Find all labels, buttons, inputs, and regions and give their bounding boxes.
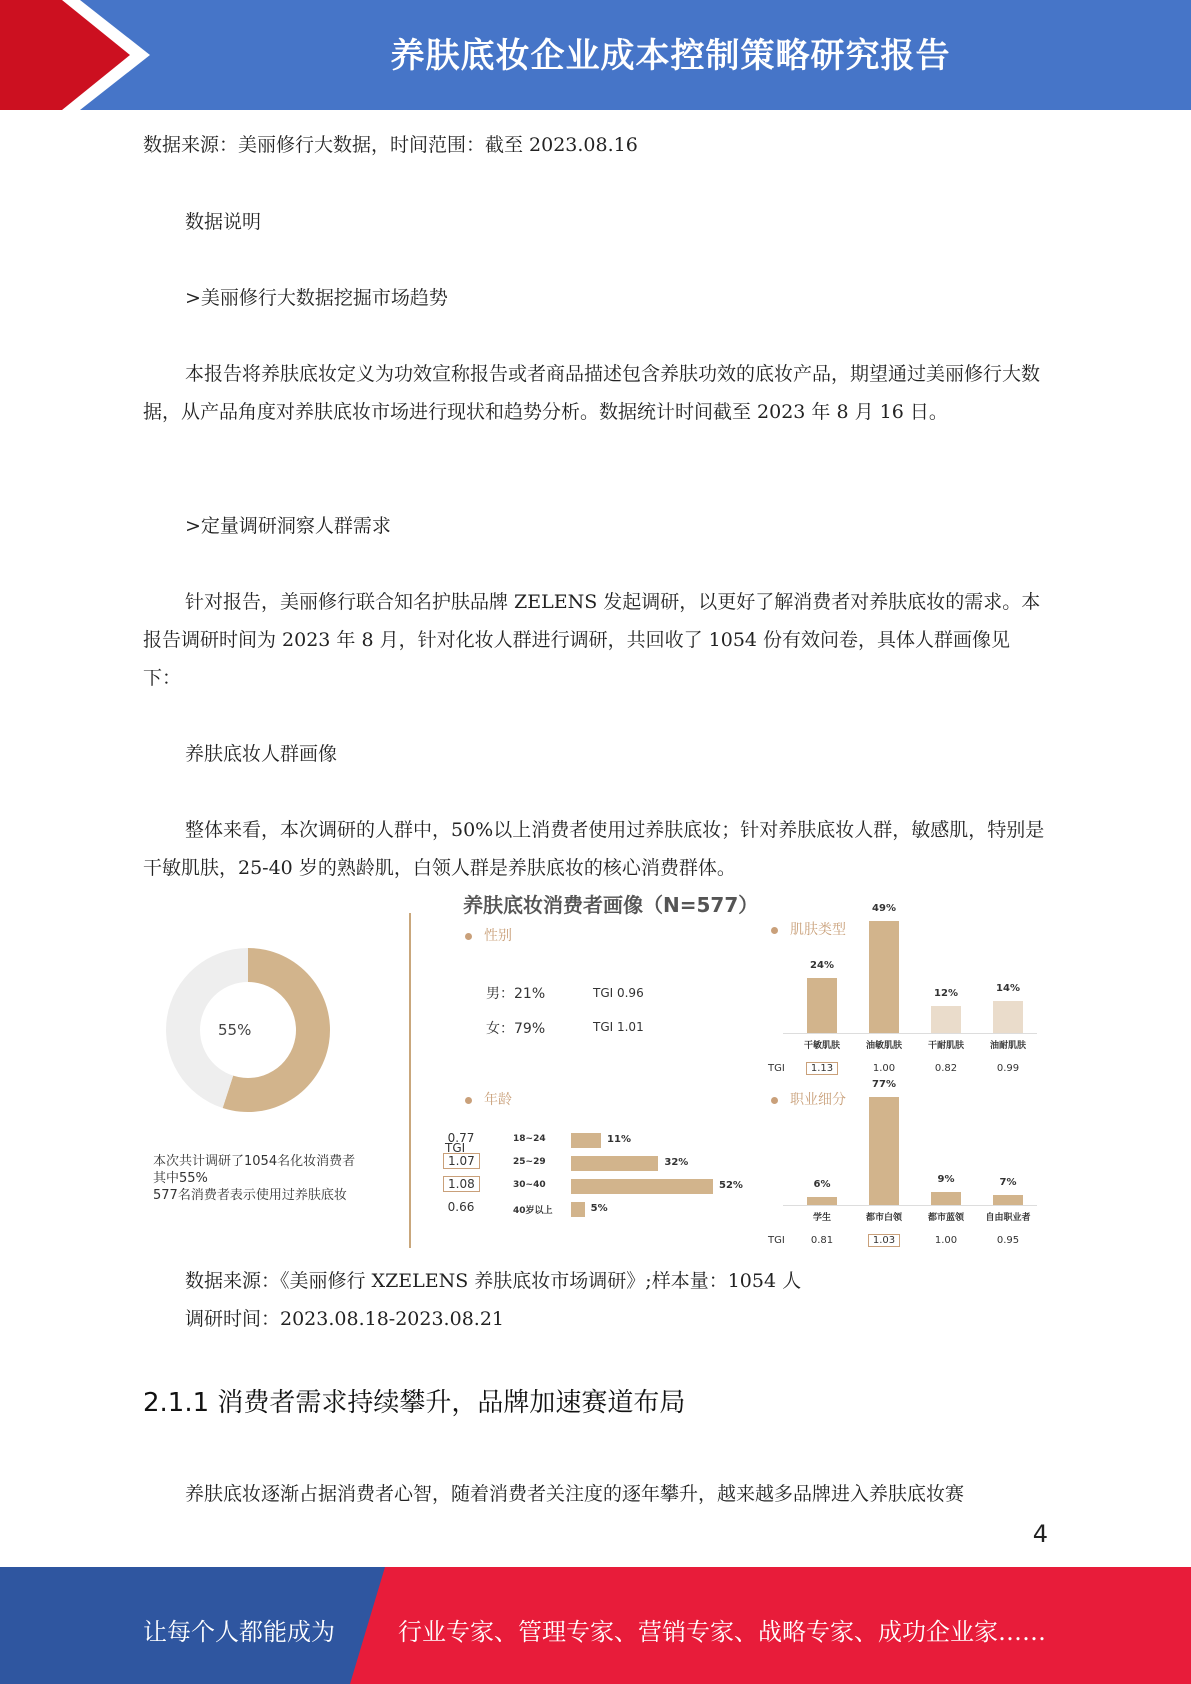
bar-value-label: 11%	[607, 1134, 631, 1145]
bar-干敏肌肤	[807, 978, 837, 1033]
bullet-dot-icon	[465, 933, 472, 940]
page-header-title: 养肤底妆企业成本控制策略研究报告	[390, 36, 951, 76]
age-tgi-value	[443, 1154, 479, 1168]
bullet-survey: >定量调研洞察人群需求	[185, 515, 391, 537]
paragraph-persona-summary: 整体来看，本次调研的人群中，50%以上消费者使用过养肤底妆；针对养肤底妆人群，敏感肌，特别是干敏肌肤，25-40 岁的熟龄肌，白领人群是养肤底妆的核心消费群体。	[143, 819, 1045, 879]
figure-source: 数据来源：《美丽修行 XZELENS 养肤底妆市场调研》;样本量：1054 人	[185, 1270, 802, 1292]
bar-category-label: 干敏肌肤	[803, 1041, 840, 1051]
donut-note-3: 577名消费者表示使用过养肤底妆	[153, 1188, 347, 1203]
bar-都市蓝领	[931, 1192, 961, 1205]
bar-油耐肌肤	[993, 1001, 1023, 1033]
page-number: 4	[1032, 1520, 1048, 1548]
bar-age-30~40	[571, 1179, 713, 1194]
source-line: 数据来源：美丽修行大数据，时间范围：截至 2023.08.16	[143, 134, 638, 156]
bar-value-label: 24%	[810, 960, 834, 972]
persona-heading: 养肤底妆人群画像	[185, 743, 338, 765]
gender-female-tgi: TGI 1.01	[593, 1020, 644, 1034]
age-section-label: 年龄	[465, 1089, 512, 1109]
age-tgi-value	[443, 1177, 479, 1191]
skin-section-label: 肌肤类型	[771, 919, 846, 939]
bar-chart-baseline	[783, 1205, 1037, 1206]
persona-infographic	[143, 883, 1043, 1253]
bar-age-25~29	[571, 1156, 658, 1171]
age-category-label: 25~29	[513, 1157, 546, 1167]
bar-value-label: 77%	[872, 1079, 896, 1090]
bar-学生	[807, 1197, 837, 1205]
bar-category-label: 油敏肌肤	[865, 1041, 902, 1051]
tgi-text: 0.95	[996, 1235, 1020, 1246]
figure-survey-time: 调研时间：2023.08.18-2023.08.21	[185, 1308, 504, 1330]
occupation-tgi-label: TGI	[768, 1235, 785, 1246]
paragraph-survey: 针对报告，美丽修行联合知名护肤品牌 ZELENS 发起调研，以更好了解消费者对养肤底妆的需求。本报告调研时间为 2023 年 8 月，针对化妆人群进行调研，共回收了 1054 份有效问卷，具体人群画像见下：	[143, 591, 1041, 689]
footer-slogan-right: 行业专家、管理专家、营销专家、战略专家、成功企业家……	[398, 1618, 1046, 1646]
tgi-value	[915, 1063, 977, 1074]
tgi-text: 0.77	[447, 1131, 475, 1145]
tgi-value	[977, 1235, 1039, 1246]
donut-center-label: 55%	[218, 1021, 252, 1039]
bar-value-label: 49%	[872, 903, 896, 914]
age-tgi-value	[443, 1200, 479, 1214]
paragraph-definition: 本报告将养肤底妆定义为功效宣称报告或者商品描述包含养肤功效的底妆产品，期望通过美丽修行大数据，从产品角度对养肤底妆市场进行现状和趋势分析。数据统计时间截至 2023 年 8 月 16 日。	[143, 363, 1041, 423]
skin-tgi-label: TGI	[768, 1063, 785, 1074]
bar-都市白领	[869, 1097, 899, 1205]
age-category-label: 18~24	[513, 1134, 546, 1144]
header-arrow-logo	[0, 0, 150, 110]
bar-value-label: 6%	[813, 1178, 831, 1190]
donut-note-2: 其中55%	[153, 1171, 208, 1186]
bullet-dot-icon	[465, 1097, 472, 1104]
bar-category-label: 学生	[812, 1213, 831, 1223]
footer-slogan-left: 让每个人都能成为	[143, 1618, 335, 1646]
bar-value-label: 7%	[999, 1177, 1017, 1189]
tgi-text: 0.66	[447, 1200, 475, 1214]
gender-male-tgi: TGI 0.96	[593, 986, 644, 1000]
tgi-value	[853, 1063, 915, 1074]
bar-age-40岁以上	[571, 1202, 585, 1217]
bullet-market-trend: >美丽修行大数据挖掘市场趋势	[185, 287, 448, 309]
tgi-value	[791, 1063, 853, 1074]
paragraph-market-entry: 养肤底妆逐渐占据消费者心智，随着消费者关注度的逐年攀升，越来越多品牌进入养肤底妆赛	[185, 1483, 965, 1505]
tgi-value	[915, 1235, 977, 1246]
age-category-label: 30~40	[513, 1180, 546, 1190]
bar-category-label: 油耐肌肤	[989, 1041, 1026, 1051]
bar-chart-baseline	[783, 1033, 1037, 1034]
bar-干耐肌肤	[931, 1006, 961, 1033]
gender-female: 女：79%	[486, 1021, 546, 1037]
tgi-text: 1.00	[934, 1235, 958, 1246]
bar-category-label: 自由职业者	[985, 1213, 1031, 1223]
bar-value-label: 5%	[590, 1203, 608, 1214]
tgi-text: 1.00	[872, 1063, 896, 1074]
bar-category-label: 干耐肌肤	[927, 1041, 964, 1051]
section-heading: 2.1.1 消费者需求持续攀升，品牌加速赛道布局	[143, 1388, 686, 1418]
bar-value-label: 9%	[937, 1174, 955, 1186]
bar-value-label: 14%	[996, 983, 1020, 994]
data-note-heading: 数据说明	[185, 211, 262, 233]
bar-value-label: 52%	[719, 1180, 743, 1191]
bar-value-label: 12%	[934, 987, 958, 999]
tgi-highlight-box: 1.03	[868, 1234, 900, 1247]
gender-male: 男：21%	[486, 986, 546, 1002]
bar-value-label: 32%	[664, 1157, 689, 1168]
age-tgi-label: TGI	[445, 1141, 466, 1155]
tgi-text: 0.81	[810, 1235, 834, 1246]
age-tgi-value	[443, 1131, 479, 1145]
infographic-divider	[409, 913, 411, 1248]
tgi-highlight-box: 1.08	[443, 1176, 480, 1192]
tgi-highlight-box: 1.07	[443, 1153, 480, 1169]
bar-category-label: 都市白领	[865, 1213, 902, 1223]
bar-age-18~24	[571, 1133, 601, 1148]
occupation-section-label: 职业细分	[771, 1089, 846, 1109]
age-category-label: 40岁以上	[513, 1206, 553, 1216]
tgi-value	[791, 1235, 853, 1246]
tgi-highlight-box: 1.13	[806, 1062, 838, 1075]
tgi-value	[977, 1063, 1039, 1074]
infographic-title: 养肤底妆消费者画像（N=577）	[463, 893, 759, 917]
tgi-value	[853, 1235, 915, 1246]
tgi-text: 0.82	[934, 1063, 958, 1074]
bar-category-label: 都市蓝领	[927, 1213, 964, 1223]
bullet-dot-icon	[771, 927, 778, 934]
bar-自由职业者	[993, 1195, 1023, 1205]
donut-note-1: 本次共计调研了1054名化妆消费者	[153, 1154, 356, 1169]
gender-section-label: 性别	[465, 925, 512, 945]
tgi-text: 0.99	[996, 1063, 1020, 1074]
bar-油敏肌肤	[869, 921, 899, 1033]
bullet-dot-icon	[771, 1097, 778, 1104]
